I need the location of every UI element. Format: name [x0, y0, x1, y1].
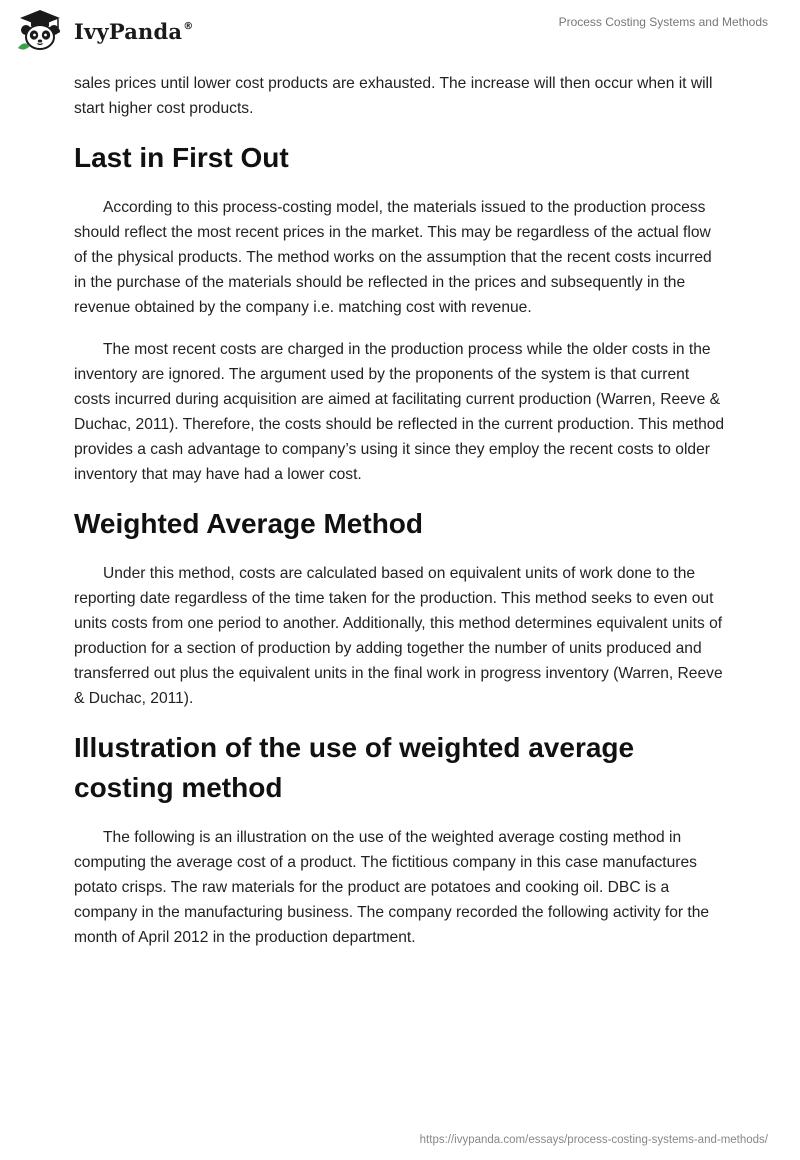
- section-heading-lifo: Last in First Out: [74, 142, 289, 173]
- paragraph: The most recent costs are charged in the production process while the older costs in the inventory are ignored. The argument used by the proponents of the system is that current costs incurred during acquisition are aimed at facilitating current production (Warren, Reeve & Duchac, 2011). Therefore, the costs should be reflected in the current production. This method provides a cash advantage to company’s using it since they employ the recent costs to older inventory that may have had a lower cost.: [74, 341, 725, 483]
- intro-paragraph: sales prices until lower cost products are exhausted. The increase will then occur when it will start higher cost products.: [74, 75, 713, 117]
- paragraph: The following is an illustration on the use of the weighted average costing method in computing the average cost of a product. The fictitious company in this case manufactures potato crisps. The raw materials for the product are potatoes and cooking oil. DBC is a company in the manufacturing business. The company recorded the following activity for the month of April 2012 in the production department.: [74, 829, 710, 946]
- section-heading-illustration: Illustration of the use of weighted average costing method: [74, 732, 635, 803]
- brand-name: IvyPanda®: [74, 18, 194, 44]
- panda-graduate-icon: [14, 8, 66, 52]
- ivypanda-logo[interactable]: [14, 8, 193, 52]
- document-title: Process Costing Systems and Methods: [558, 15, 768, 29]
- registered-mark: ®: [183, 20, 194, 32]
- paragraph: According to this process-costing model, the materials issued to the production process should reflect the most recent prices in the market. This may be regardless of the actual flow of the physical products. The method works on the assumption that the recent costs incurred in the purchase of the materials should be reflected in the prices and subsequently in the revenue obtained by the company i.e. matching cost with revenue.: [74, 199, 712, 316]
- section-heading-weighted-average: Weighted Average Method: [74, 508, 424, 539]
- paragraph: Under this method, costs are calculated based on equivalent units of work done to the reporting date regardless of the time taken for the production. This method seeks to even out units costs from one period to another. Additionally, this method determines equivalent units of production for a section of production by adding together the number of units produced and transferred out plus the equivalent units in the final work in progress inventory (Warren, Reeve & Duchac, 2011).: [74, 565, 723, 707]
- source-url[interactable]: https://ivypanda.com/essays/process-costing-systems-and-methods/: [419, 1134, 768, 1146]
- page-header: [0, 0, 800, 64]
- essay-content: [74, 71, 726, 967]
